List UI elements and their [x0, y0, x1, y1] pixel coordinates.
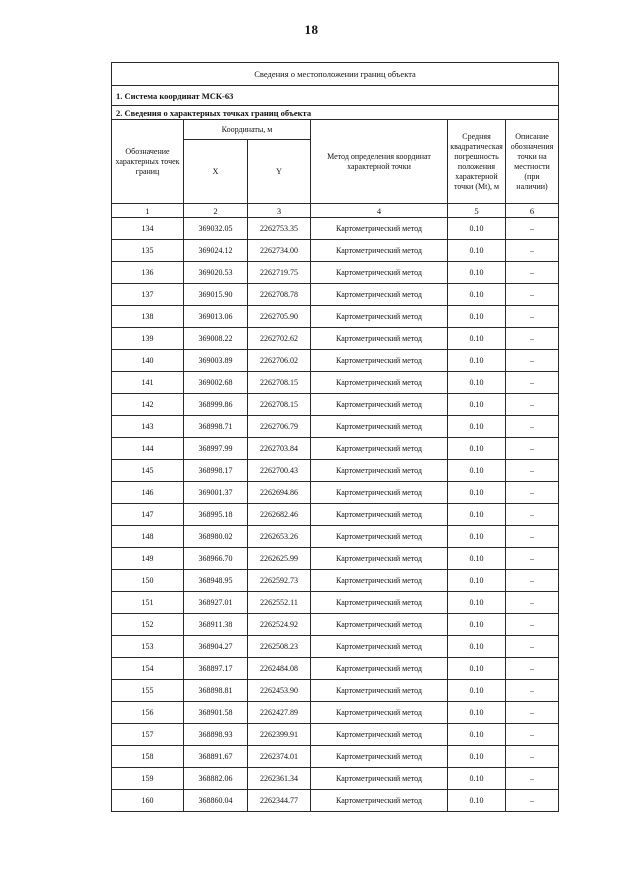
description-value: –	[506, 328, 559, 350]
coordinate-y: 2262703.84	[248, 438, 311, 460]
coordinate-y: 2262702.62	[248, 328, 311, 350]
description-value: –	[506, 482, 559, 504]
point-number: 139	[112, 328, 184, 350]
description-value: –	[506, 350, 559, 372]
coordinate-y: 2262524.92	[248, 614, 311, 636]
coordinate-y: 2262552.11	[248, 592, 311, 614]
method-value: Картометрический метод	[311, 746, 448, 768]
point-number: 141	[112, 372, 184, 394]
table-row	[112, 460, 559, 482]
point-number: 140	[112, 350, 184, 372]
coordinate-y: 2262708.15	[248, 394, 311, 416]
table-row	[112, 636, 559, 658]
column-number-4: 4	[311, 204, 448, 218]
coordinate-y: 2262625.99	[248, 548, 311, 570]
table-row	[112, 548, 559, 570]
coordinate-y: 2262753.35	[248, 218, 311, 240]
coordinate-x: 368948.95	[184, 570, 248, 592]
coordinate-x: 368901.58	[184, 702, 248, 724]
table-row	[112, 394, 559, 416]
description-value: –	[506, 790, 559, 812]
method-value: Картометрический метод	[311, 306, 448, 328]
header-description: Описание обозначения точки на местности (при наличии)	[506, 120, 559, 204]
description-value: –	[506, 218, 559, 240]
header-coordinates-group: Координаты, м	[184, 120, 311, 140]
error-value: 0.10	[448, 240, 506, 262]
description-value: –	[506, 548, 559, 570]
header-point-designation: Обозначение характерных точек границ	[112, 120, 184, 204]
error-value: 0.10	[448, 592, 506, 614]
coordinate-x: 369001.37	[184, 482, 248, 504]
point-number: 160	[112, 790, 184, 812]
coordinate-y: 2262427.89	[248, 702, 311, 724]
coordinate-y: 2262682.46	[248, 504, 311, 526]
method-value: Картометрический метод	[311, 284, 448, 306]
coordinate-x: 369003.89	[184, 350, 248, 372]
description-value: –	[506, 636, 559, 658]
point-number: 159	[112, 768, 184, 790]
method-value: Картометрический метод	[311, 350, 448, 372]
description-value: –	[506, 724, 559, 746]
description-value: –	[506, 460, 559, 482]
coordinate-y: 2262653.26	[248, 526, 311, 548]
coordinate-y: 2262694.86	[248, 482, 311, 504]
coordinate-y: 2262399.91	[248, 724, 311, 746]
point-number: 143	[112, 416, 184, 438]
coordinate-x: 368897.17	[184, 658, 248, 680]
method-value: Картометрический метод	[311, 526, 448, 548]
table-body	[112, 63, 559, 812]
point-number: 145	[112, 460, 184, 482]
error-value: 0.10	[448, 306, 506, 328]
description-value: –	[506, 702, 559, 724]
coordinate-x: 368980.02	[184, 526, 248, 548]
method-value: Картометрический метод	[311, 548, 448, 570]
table-title: Сведения о местоположении границ объекта	[112, 63, 559, 86]
error-value: 0.10	[448, 768, 506, 790]
error-value: 0.10	[448, 790, 506, 812]
description-value: –	[506, 526, 559, 548]
header-coordinate-y: Y	[248, 140, 311, 204]
coordinate-x: 368898.81	[184, 680, 248, 702]
table-row	[112, 592, 559, 614]
coordinate-y: 2262706.02	[248, 350, 311, 372]
description-value: –	[506, 240, 559, 262]
point-number: 149	[112, 548, 184, 570]
coordinate-x: 368995.18	[184, 504, 248, 526]
method-value: Картометрический метод	[311, 328, 448, 350]
method-value: Картометрический метод	[311, 570, 448, 592]
method-value: Картометрический метод	[311, 724, 448, 746]
method-value: Картометрический метод	[311, 372, 448, 394]
error-value: 0.10	[448, 328, 506, 350]
table-row	[112, 570, 559, 592]
error-value: 0.10	[448, 262, 506, 284]
method-value: Картометрический метод	[311, 636, 448, 658]
table-row	[112, 526, 559, 548]
error-value: 0.10	[448, 658, 506, 680]
table-row	[112, 438, 559, 460]
section-2-row	[112, 106, 559, 120]
error-value: 0.10	[448, 482, 506, 504]
table-row	[112, 284, 559, 306]
error-value: 0.10	[448, 702, 506, 724]
description-value: –	[506, 592, 559, 614]
description-value: –	[506, 394, 559, 416]
description-value: –	[506, 614, 559, 636]
method-value: Картометрический метод	[311, 240, 448, 262]
point-number: 142	[112, 394, 184, 416]
error-value: 0.10	[448, 394, 506, 416]
error-value: 0.10	[448, 416, 506, 438]
table-title-row	[112, 63, 559, 86]
description-value: –	[506, 746, 559, 768]
description-value: –	[506, 306, 559, 328]
column-number-5: 5	[448, 204, 506, 218]
table-row	[112, 702, 559, 724]
coordinate-x: 368904.27	[184, 636, 248, 658]
error-value: 0.10	[448, 504, 506, 526]
point-number: 150	[112, 570, 184, 592]
coordinate-x: 368998.71	[184, 416, 248, 438]
point-number: 134	[112, 218, 184, 240]
table-row	[112, 790, 559, 812]
section-2-label: 2. Сведения о характерных точках границ объекта	[112, 106, 559, 120]
table-row	[112, 416, 559, 438]
error-value: 0.10	[448, 438, 506, 460]
table-row	[112, 658, 559, 680]
error-value: 0.10	[448, 526, 506, 548]
coordinate-x: 369032.05	[184, 218, 248, 240]
table-row	[112, 746, 559, 768]
error-value: 0.10	[448, 284, 506, 306]
method-value: Картометрический метод	[311, 416, 448, 438]
coordinate-y: 2262706.79	[248, 416, 311, 438]
error-value: 0.10	[448, 218, 506, 240]
column-number-3: 3	[248, 204, 311, 218]
coordinate-y: 2262708.78	[248, 284, 311, 306]
description-value: –	[506, 438, 559, 460]
method-value: Картометрический метод	[311, 262, 448, 284]
point-number: 154	[112, 658, 184, 680]
table-row	[112, 240, 559, 262]
coordinate-x: 368911.38	[184, 614, 248, 636]
page-number: 18	[304, 22, 319, 37]
column-number-6: 6	[506, 204, 559, 218]
description-value: –	[506, 372, 559, 394]
table-row	[112, 724, 559, 746]
coordinate-x: 369015.90	[184, 284, 248, 306]
coordinate-y: 2262734.00	[248, 240, 311, 262]
description-value: –	[506, 680, 559, 702]
method-value: Картометрический метод	[311, 438, 448, 460]
table-row	[112, 328, 559, 350]
coordinate-y: 2262700.43	[248, 460, 311, 482]
coordinate-x: 369002.68	[184, 372, 248, 394]
point-number: 136	[112, 262, 184, 284]
coordinate-x: 368860.04	[184, 790, 248, 812]
method-value: Картометрический метод	[311, 394, 448, 416]
method-value: Картометрический метод	[311, 658, 448, 680]
method-value: Картометрический метод	[311, 592, 448, 614]
method-value: Картометрический метод	[311, 504, 448, 526]
coordinate-y: 2262708.15	[248, 372, 311, 394]
error-value: 0.10	[448, 636, 506, 658]
table-row	[112, 504, 559, 526]
point-number: 158	[112, 746, 184, 768]
coordinate-x: 369008.22	[184, 328, 248, 350]
method-value: Картометрический метод	[311, 218, 448, 240]
point-number: 138	[112, 306, 184, 328]
description-value: –	[506, 504, 559, 526]
table-row	[112, 680, 559, 702]
method-value: Картометрический метод	[311, 614, 448, 636]
method-value: Картометрический метод	[311, 790, 448, 812]
column-number-2: 2	[184, 204, 248, 218]
error-value: 0.10	[448, 614, 506, 636]
point-number: 155	[112, 680, 184, 702]
coordinate-y: 2262508.23	[248, 636, 311, 658]
coordinate-y: 2262592.73	[248, 570, 311, 592]
table-row	[112, 372, 559, 394]
coordinate-y: 2262344.77	[248, 790, 311, 812]
error-value: 0.10	[448, 548, 506, 570]
point-number: 146	[112, 482, 184, 504]
table-row	[112, 218, 559, 240]
section-1-label: 1. Система координат МСК-63	[112, 86, 559, 106]
column-number-1: 1	[112, 204, 184, 218]
coordinate-x: 368891.67	[184, 746, 248, 768]
error-value: 0.10	[448, 724, 506, 746]
table-row	[112, 614, 559, 636]
boundary-points-table	[111, 62, 559, 812]
point-number: 157	[112, 724, 184, 746]
coordinate-x: 368999.86	[184, 394, 248, 416]
error-value: 0.10	[448, 570, 506, 592]
coordinate-y: 2262361.34	[248, 768, 311, 790]
section-1-row	[112, 86, 559, 106]
description-value: –	[506, 284, 559, 306]
header-mean-square-error: Средняя квадратическая погрешность положения характерной точки (Мt), м	[448, 120, 506, 204]
error-value: 0.10	[448, 350, 506, 372]
description-value: –	[506, 262, 559, 284]
coordinate-x: 369020.53	[184, 262, 248, 284]
header-row-top	[112, 120, 559, 140]
method-value: Картометрический метод	[311, 482, 448, 504]
description-value: –	[506, 658, 559, 680]
point-number: 153	[112, 636, 184, 658]
coordinate-y: 2262453.90	[248, 680, 311, 702]
point-number: 137	[112, 284, 184, 306]
coordinate-x: 369013.06	[184, 306, 248, 328]
coordinate-x: 368927.01	[184, 592, 248, 614]
error-value: 0.10	[448, 680, 506, 702]
table-row	[112, 482, 559, 504]
description-value: –	[506, 768, 559, 790]
coordinate-y: 2262374.01	[248, 746, 311, 768]
point-number: 152	[112, 614, 184, 636]
method-value: Картометрический метод	[311, 680, 448, 702]
description-value: –	[506, 416, 559, 438]
description-value: –	[506, 570, 559, 592]
coordinate-x: 368966.70	[184, 548, 248, 570]
method-value: Картометрический метод	[311, 768, 448, 790]
table-row	[112, 768, 559, 790]
coordinate-x: 368997.99	[184, 438, 248, 460]
coordinate-x: 368998.17	[184, 460, 248, 482]
method-value: Картометрический метод	[311, 460, 448, 482]
coordinate-x: 368882.06	[184, 768, 248, 790]
coordinate-y: 2262484.08	[248, 658, 311, 680]
error-value: 0.10	[448, 460, 506, 482]
column-number-row	[112, 204, 559, 218]
method-value: Картометрический метод	[311, 702, 448, 724]
coordinate-x: 369024.12	[184, 240, 248, 262]
error-value: 0.10	[448, 746, 506, 768]
point-number: 148	[112, 526, 184, 548]
coordinate-y: 2262705.90	[248, 306, 311, 328]
coordinate-x: 368898.93	[184, 724, 248, 746]
point-number: 156	[112, 702, 184, 724]
table-row	[112, 262, 559, 284]
table-row	[112, 306, 559, 328]
point-number: 135	[112, 240, 184, 262]
point-number: 147	[112, 504, 184, 526]
coordinate-y: 2262719.75	[248, 262, 311, 284]
header-method: Метод определения координат характерной точки	[311, 120, 448, 204]
error-value: 0.10	[448, 372, 506, 394]
point-number: 151	[112, 592, 184, 614]
point-number: 144	[112, 438, 184, 460]
table-row	[112, 350, 559, 372]
header-coordinate-x: X	[184, 140, 248, 204]
